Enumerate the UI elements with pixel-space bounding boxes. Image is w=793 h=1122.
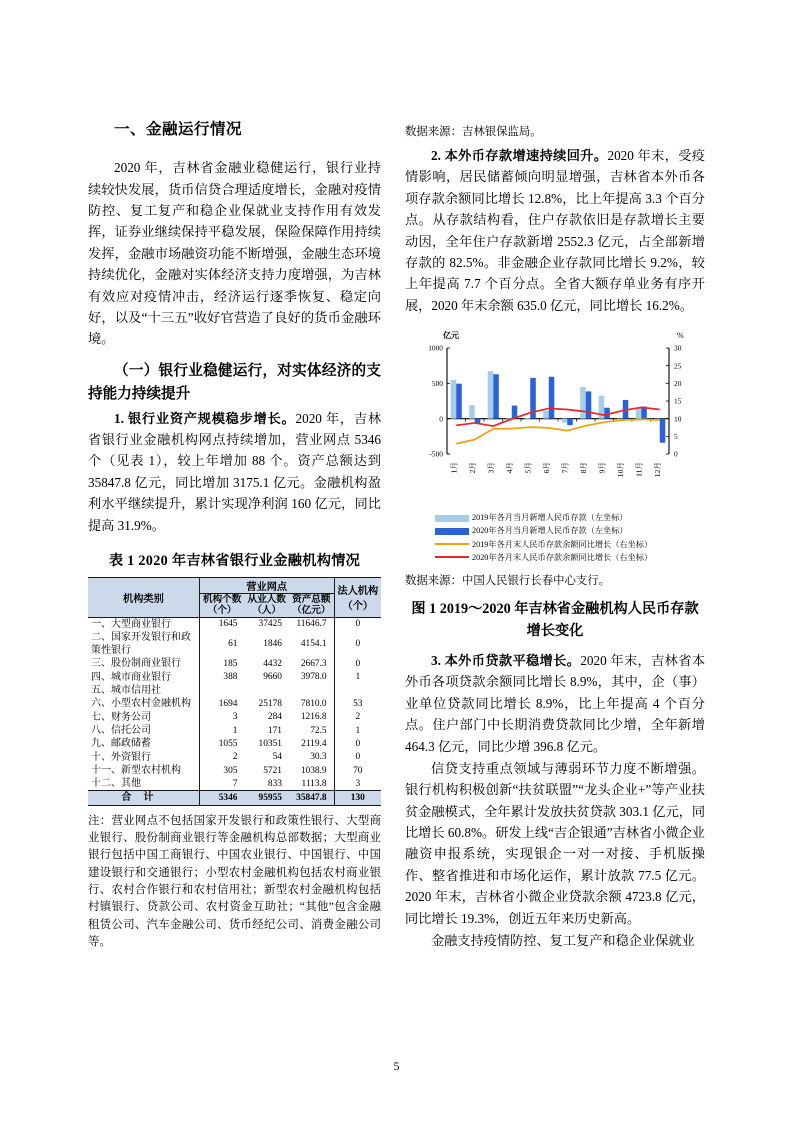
chart-bar — [456, 384, 462, 419]
row-label: 十一、新型农村机构 — [91, 764, 181, 776]
chart-line — [456, 419, 660, 443]
header-count-line1: 机构个数 — [202, 593, 242, 605]
chart-bar — [586, 391, 592, 418]
row-staff: 25178 — [258, 699, 282, 710]
item1-heading: 1. 银行业资产规模稳步增长。 — [114, 410, 296, 426]
y2-tick-label: 5 — [674, 432, 678, 442]
item3-heading: 3. 本外币贷款平稳增长。 — [431, 653, 581, 668]
legend-swatch — [435, 528, 469, 535]
y2-tick-label: 20 — [674, 379, 682, 389]
subsection-title: （一）银行业稳健运行，对实体经济的支持能力持续提升 — [88, 362, 381, 402]
row-assets: 1113.8 — [301, 778, 327, 789]
row-label: 十二、其他 — [91, 778, 141, 790]
section-title: 一、金融运行情况 — [114, 121, 243, 138]
y-tick-label: 1000 — [428, 343, 443, 353]
total-staff: 95955 — [244, 791, 289, 805]
row-count: 7 — [199, 777, 244, 791]
row-assets: 4154.1 — [300, 639, 327, 650]
row-assets: 1216.8 — [300, 712, 327, 723]
legend-item — [435, 525, 705, 537]
table-row — [88, 631, 381, 658]
table-row — [88, 777, 381, 791]
legend-label: 2020年各月末人民币存款余额同比增长（右坐标） — [472, 553, 653, 562]
table-body — [88, 617, 381, 805]
two-column-layout — [88, 118, 705, 1048]
x-tick-label: 12月 — [652, 462, 662, 478]
row-label: 九、邮政储蓄 — [91, 738, 151, 750]
chart-bar — [451, 380, 457, 419]
legend-swatch — [435, 515, 469, 522]
legend-item — [435, 552, 705, 564]
header-staff — [244, 593, 289, 617]
legend-line-marker — [435, 556, 469, 558]
row-assets: 3978.0 — [300, 672, 327, 683]
chart-legend — [435, 512, 705, 564]
row-count: 1645 — [199, 617, 244, 631]
table-row — [88, 697, 381, 710]
table-total-row — [88, 791, 381, 805]
row-assets: 72.5 — [310, 725, 327, 736]
chart-line — [456, 407, 660, 426]
legend-item — [435, 539, 705, 551]
row-assets — [289, 684, 334, 697]
row-label: 三、股份制商业银行 — [91, 658, 181, 670]
table-row — [88, 724, 381, 737]
chart-bar — [525, 418, 531, 419]
y-axis-unit: 亿元 — [443, 331, 459, 341]
row-count — [199, 684, 244, 697]
row-count: 2 — [199, 751, 244, 764]
x-tick-label: 9月 — [597, 462, 607, 474]
figure-caption: 图 1 2019～2020 年吉林省金融机构人民币存款增长变化 — [411, 601, 699, 639]
item3-paragraph — [405, 650, 705, 757]
chart-bar — [580, 387, 586, 419]
row-label: 二、国家开发银行和政策性银行 — [91, 631, 191, 657]
table-row — [88, 737, 381, 750]
row-staff: 9660 — [263, 672, 282, 683]
item2-text: 2020 年末，受疫情影响，居民储蓄倾向明显增强，吉林省本外币各项存款余额同比增长 12.8%，比上年提高 3.3 个百分点。从存款结构看，住户存款依旧是存款增长主要动因，全年住户存款新增 2552.3 亿元，占全部新增存款的 82.5%。非金融企业存款同比增长 9.2%，较上年提高 7.7 个百分点。全省大额存单业务有序开展，2020 年末余额 635.0 亿元，同比增长 16.2%。 — [405, 148, 706, 313]
x-tick-label: 11月 — [634, 462, 644, 478]
y-tick-label: -500 — [429, 449, 443, 459]
header-assets-line1: 资产总额 — [292, 593, 331, 605]
header-assets-line2: （亿元） — [292, 605, 331, 617]
row-assets: 1038.9 — [300, 765, 327, 776]
row-label: 五、城市信用社 — [91, 685, 161, 697]
row-staff: 171 — [267, 725, 282, 736]
total-assets: 35847.8 — [289, 791, 334, 805]
row-legal: 3 — [334, 777, 381, 791]
x-tick-label: 7月 — [560, 462, 570, 474]
row-legal: 70 — [334, 764, 381, 777]
row-staff: 4432 — [263, 659, 282, 670]
header-category: 机构类别 — [88, 577, 199, 617]
row-legal — [334, 684, 381, 697]
row-label: 六、小型农村金融机构 — [91, 698, 191, 710]
x-tick-label: 3月 — [486, 462, 496, 474]
x-tick-label: 6月 — [541, 462, 551, 474]
row-legal: 1 — [334, 724, 381, 737]
x-tick-label: 5月 — [523, 462, 533, 474]
row-label: 四、城市商业银行 — [91, 671, 171, 683]
legend-label: 2020年各月当月新增人民币存款（左坐标） — [472, 526, 628, 536]
table-row — [88, 684, 381, 697]
x-tick-label: 2月 — [467, 462, 477, 474]
header-assets — [289, 593, 334, 617]
row-legal: 1 — [334, 671, 381, 684]
table-row — [88, 711, 381, 724]
legend-line-marker — [435, 543, 469, 545]
table-row — [88, 617, 381, 631]
row-count: 61 — [199, 631, 244, 658]
table-head — [88, 577, 381, 617]
row-label: 十、外资银行 — [91, 751, 151, 763]
chart-bar — [493, 374, 499, 418]
item3-text: 2020 年末，吉林省本外币各项贷款余额同比增长 8.9%，其中，企（事）业单位贷款同比增长 8.9%，比上年提高 4 个百分点。住户部门中长期消费贷款同比少增，全年新增 464.3 亿元，同比少增 396.8 亿元。 — [405, 653, 706, 754]
y-tick-label: 0 — [439, 414, 443, 424]
chart-bar — [636, 408, 642, 419]
x-tick-label: 4月 — [504, 462, 514, 474]
x-tick-label: 10月 — [615, 462, 625, 478]
row-count: 1 — [199, 724, 244, 737]
table-row — [88, 657, 381, 670]
x-tick-label: 8月 — [578, 462, 588, 474]
row-count: 305 — [199, 764, 244, 777]
legend-label: 2019年各月末人民币存款余额同比增长（右坐标） — [472, 539, 653, 549]
y2-tick-label: 10 — [674, 414, 682, 424]
y2-tick-label: 25 — [674, 361, 682, 371]
row-legal: 0 — [334, 657, 381, 670]
y2-axis-unit: % — [677, 331, 684, 341]
y2-tick-label: 0 — [674, 449, 678, 459]
row-label: 一、大型商业银行 — [91, 618, 171, 630]
row-legal: 0 — [334, 617, 381, 631]
table-header-row-1 — [88, 577, 381, 593]
right-column — [405, 118, 705, 1048]
legend-label: 2019年各月当月新增人民币存款（左坐标） — [472, 513, 628, 523]
y2-tick-label: 15 — [674, 396, 682, 406]
row-assets: 2119.4 — [301, 738, 327, 749]
table-row — [88, 751, 381, 764]
chart-bar — [488, 371, 494, 418]
header-count-line2: （个） — [207, 605, 237, 617]
row-staff: 284 — [267, 712, 282, 723]
paragraph-5: 金融支持疫情防控、复工复产和稳企业保就业 — [431, 932, 695, 948]
row-staff: 1846 — [263, 639, 282, 650]
row-legal: 0 — [334, 751, 381, 764]
row-staff — [244, 684, 289, 697]
header-legal-line2: （个） — [342, 601, 374, 613]
total-count: 5346 — [199, 791, 244, 805]
paragraph-4: 信贷支持重点领域与薄弱环节力度不断增强。银行机构积极创新“扶贫联盟”“龙头企业+”等产业扶贫金融模式，全年累计发放扶贫贷款 303.1 亿元，同比增长 60.8%。研发上线“吉企银通”吉林省小微企业融资申报系统，实现银企一对一对接、手机版操作、整省推进和市场化运作，累计放款 77.5 亿元。2020 年末，吉林省小微企业贷款余额 4723.8 亿元，同比增长 19.3%，创近五年来历史新高。 — [405, 760, 706, 926]
row-count: 3 — [199, 711, 244, 724]
row-assets: 7810.0 — [300, 699, 327, 710]
header-staff-line1: 从业人数 — [247, 593, 286, 605]
header-staff-line2: （人） — [252, 605, 282, 617]
row-staff: 54 — [272, 752, 282, 763]
y2-tick-label: 30 — [674, 343, 682, 353]
page-number: 5 — [393, 1059, 400, 1073]
item1-paragraph — [88, 408, 381, 536]
row-staff: 10351 — [258, 738, 282, 749]
header-legal-entities — [334, 577, 381, 617]
legend-item — [435, 512, 705, 524]
row-legal: 0 — [334, 737, 381, 750]
chart-bar — [562, 419, 568, 423]
bank-institutions-table — [88, 577, 381, 806]
row-staff: 833 — [267, 778, 282, 789]
row-legal: 2 — [334, 711, 381, 724]
intro-paragraph: 2020 年，吉林省金融业稳健运行，银行业持续较快发展，货币信贷合理适度增长，金融对疫情防控、复工复产和稳企业保就业支持作用有效发挥，证券业继续保持平稳发展，保险保障作用持续发挥，金融市场融资功能不断增强，金融生态环境持续优化，金融对实体经济支持力度增强，为吉林有效应对疫情冲击，经济运行逐季恢复、稳定向好，以及“十三五”收好官营造了良好的货币金融环境。 — [88, 160, 381, 347]
chart-bar — [660, 419, 666, 443]
header-legal-line1: 法人机构 — [337, 586, 379, 598]
row-assets: 11646.7 — [296, 619, 327, 630]
total-label: 合计 — [88, 791, 199, 805]
item1-text: 2020 年，吉林省银行业金融机构网点持续增加，营业网点 5346 个（见表 1），较上年增加 88 个。资产总额达到 35847.8 亿元，同比增加 3175.1 亿元。金融机构盈利水平继续提升，累计实现净利润 160 亿元，同比提高 31.9%。 — [88, 410, 382, 533]
item2-paragraph — [405, 145, 705, 316]
header-branch-group: 营业网点 — [199, 577, 334, 593]
row-legal: 0 — [334, 631, 381, 658]
row-label: 七、财务公司 — [91, 711, 151, 723]
chart-figure — [405, 326, 705, 564]
row-count: 185 — [199, 657, 244, 670]
deposit-growth-chart — [405, 326, 705, 501]
y-tick-label: 500 — [431, 379, 443, 389]
item2-heading: 2. 本外币存款增速持续回升。 — [431, 148, 608, 164]
row-assets: 30.3 — [310, 752, 327, 763]
table-row — [88, 671, 381, 684]
source-top: 数据来源：吉林银保监局。 — [405, 126, 542, 138]
row-staff: 37425 — [258, 619, 282, 630]
chart-bar — [543, 411, 549, 419]
row-legal: 53 — [334, 697, 381, 710]
chart-bar — [567, 419, 573, 426]
table-caption: 表 1 2020 年吉林省银行业金融机构情况 — [108, 552, 361, 569]
row-count: 1694 — [199, 697, 244, 710]
chart-bar — [549, 377, 555, 419]
chart-bar — [469, 405, 475, 419]
table-note: 注：营业网点不包括国家开发银行和政策性银行、大型商业银行、股份制商业银行等金融机构总部数据；大型商业银行包括中国工商银行、中国农业银行、中国银行、中国建设银行和交通银行；小型农村金融机构包括农村商业银行、农村合作银行和农村信用社；新型农村金融机构包括村镇银行、贷款公司、农村资金互助社；“其他”包含金融租赁公司、汽车金融公司、货币经纪公司、消费金融公司等。 — [88, 814, 381, 949]
left-column — [88, 118, 381, 1048]
x-tick-label: 1月 — [449, 462, 459, 474]
row-assets: 2667.3 — [300, 659, 327, 670]
row-staff: 5721 — [263, 765, 282, 776]
row-label: 八、信托公司 — [91, 724, 151, 736]
row-count: 1055 — [199, 737, 244, 750]
row-count: 388 — [199, 671, 244, 684]
source-chart: 数据来源：中国人民银行长春中心支行。 — [405, 575, 611, 588]
header-count — [199, 593, 244, 617]
table-row — [88, 764, 381, 777]
total-legal: 130 — [334, 791, 381, 805]
